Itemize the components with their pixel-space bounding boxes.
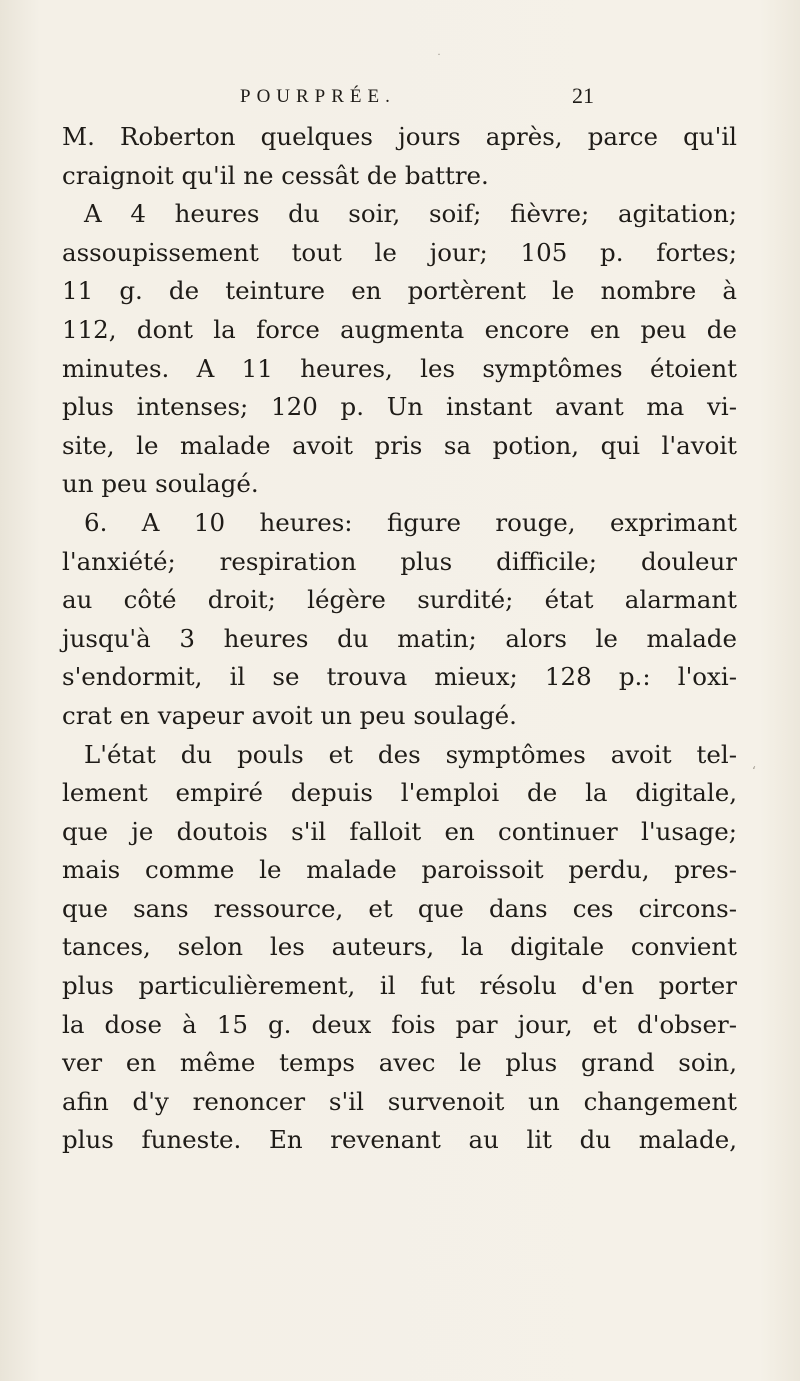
text-line: M. Roberton quelques jours après, parce qu'il: [62, 122, 737, 151]
text-line: s'endormit, il se trouva mieux; 128 p.: l'oxi-: [62, 662, 737, 692]
text-line: la dose à 15 g. deux fois par jour, et d'obser-: [62, 1009, 737, 1039]
text-line: assoupissement tout le jour; 105 p. fortes;: [62, 237, 737, 267]
text-line: mais comme le malade paroissoit perdu, pres-: [62, 855, 737, 885]
page-header: [0, 83, 800, 116]
text-line: tances, selon les auteurs, la digitale convient: [62, 932, 737, 962]
page-number: 21: [572, 83, 594, 108]
text-line: minutes. A 11 heures, les symptômes étoient: [62, 353, 737, 383]
text-line: 112, dont la force augmenta encore en peu de: [62, 314, 737, 344]
ink-speck: ‘: [752, 764, 756, 778]
text-line: au côté droit; légère surdité; état alarmant: [62, 585, 737, 615]
ink-speck: ˙: [436, 52, 442, 66]
text-line: jusqu'à 3 heures du matin; alors le malade: [62, 623, 737, 653]
text-line: 11 g. de teinture en portèrent le nombre à: [62, 276, 737, 306]
body-text: [62, 118, 737, 1160]
text-line: que sans ressource, et que dans ces circons-: [62, 893, 737, 923]
text-line: L'état du pouls et des symptômes avoit tel-: [84, 739, 737, 769]
text-line: A 4 heures du soir, soif; fièvre; agitation;: [84, 199, 737, 229]
text-line: lement empiré depuis l'emploi de la digitale,: [62, 778, 737, 808]
text-line: plus intenses; 120 p. Un instant avant ma vi-: [62, 392, 737, 422]
text-line: plus particulièrement, il fut résolu d'en porter: [62, 971, 737, 1001]
text-line: ver en même temps avec le plus grand soin,: [62, 1048, 737, 1078]
text-line: crat en vapeur avoit un peu soulagé.: [62, 700, 517, 730]
text-line: plus funeste. En revenant au lit du malade,: [62, 1125, 737, 1155]
text-line: un peu soulagé.: [62, 469, 259, 499]
text-line: craignoit qu'il ne cessât de battre.: [62, 160, 489, 190]
text-line: afin d'y renoncer s'il survenoit un changement: [62, 1086, 737, 1116]
text-line: 6. A 10 heures: figure rouge, exprimant: [84, 507, 737, 537]
running-title: POURPRÉE.: [240, 86, 396, 107]
text-line: site, le malade avoit pris sa potion, qui l'avoit: [62, 430, 737, 460]
text-line: l'anxiété; respiration plus difficile; douleur: [62, 546, 737, 576]
text-line: que je doutois s'il falloit en continuer l'usage;: [62, 816, 737, 846]
